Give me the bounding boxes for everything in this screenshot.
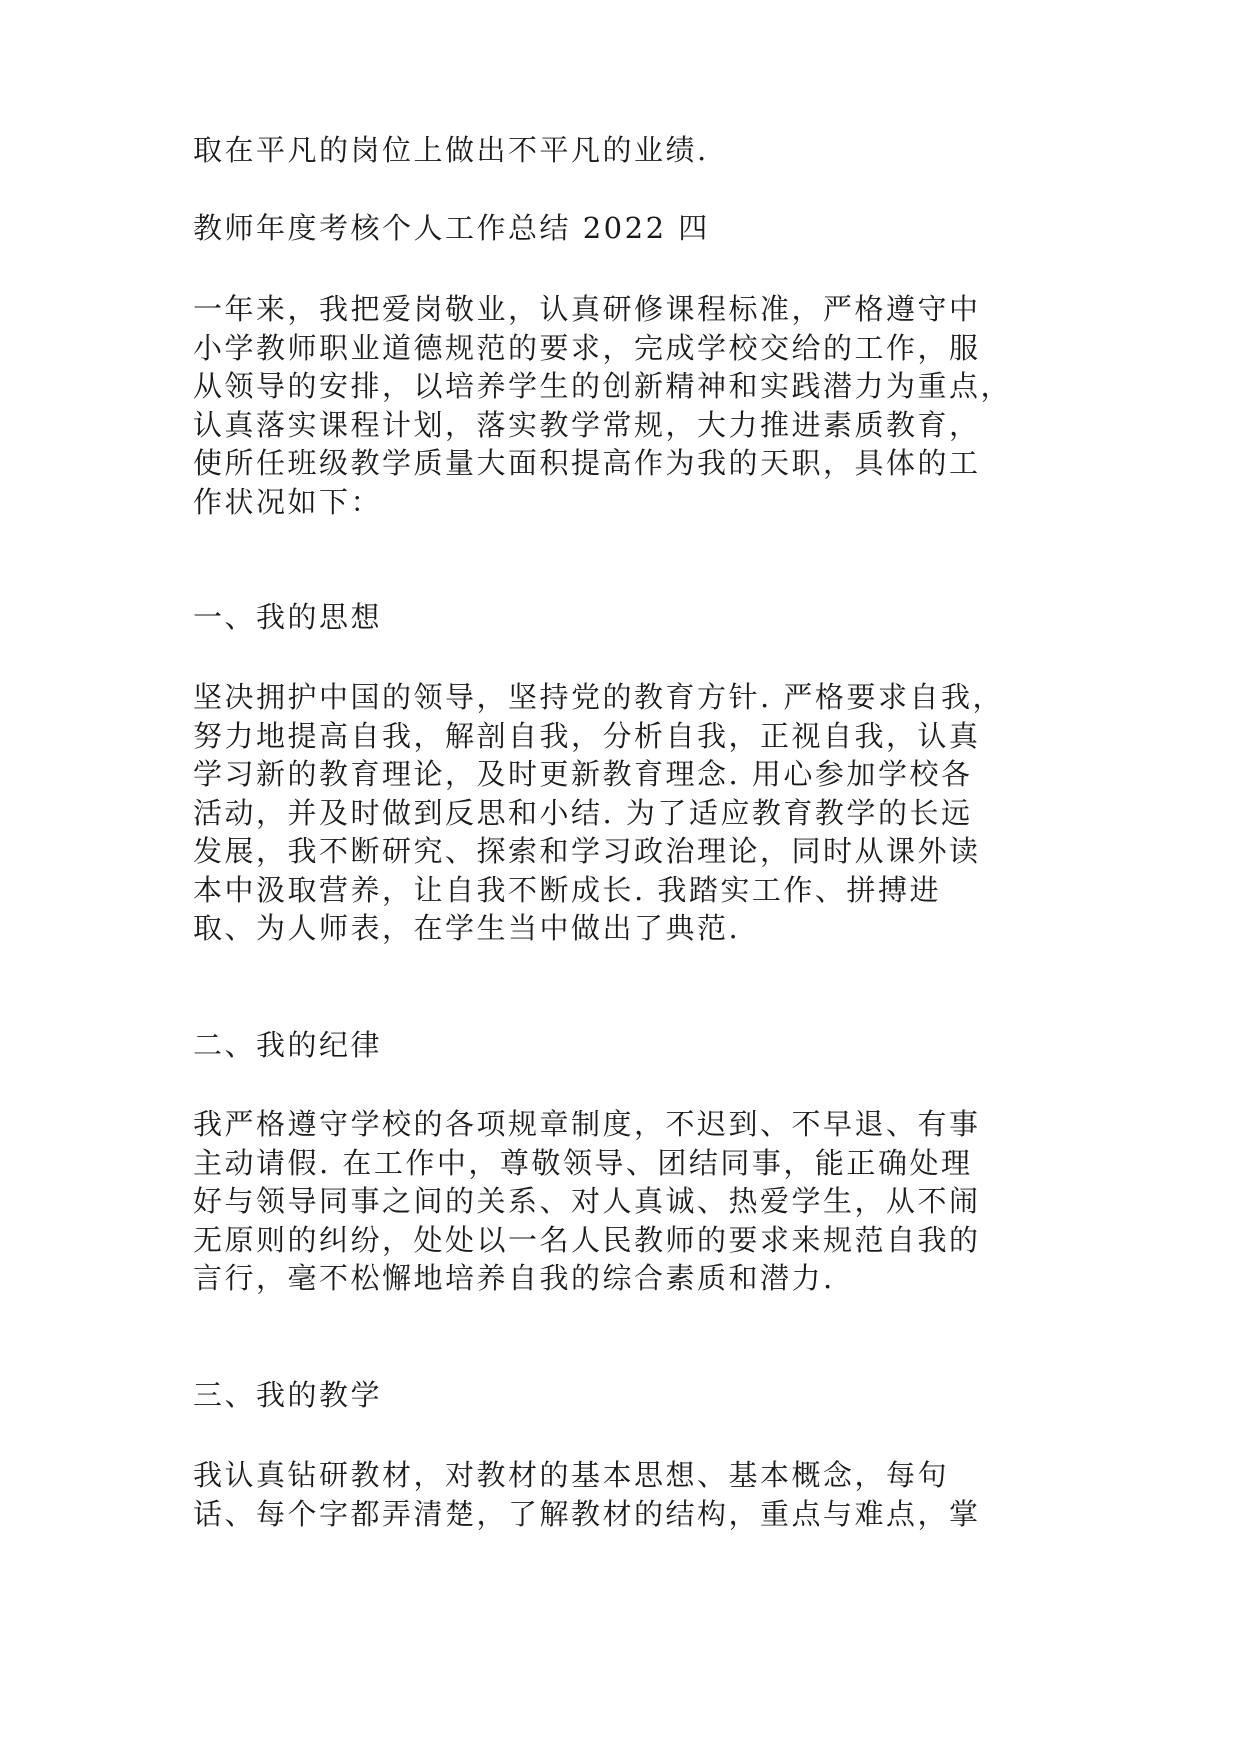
paragraph-continuation [193, 131, 1053, 170]
text-line: 一年来，我把爱岗敬业，认真研修课程标准，严格遵守中 [193, 292, 981, 326]
text-line: 坚决拥护中国的领导，坚持党的教育方针. 严格要求自我， [193, 680, 1004, 714]
text-line: 我认真钻研教材，对教材的基本思想、基本概念，每句 [193, 1458, 950, 1492]
text-line: 活动，并及时做到反思和小结. 为了适应教育教学的长远 [193, 795, 973, 830]
text-line: 无原则的纠纷，处处以一名人民教师的要求来规范自我的 [193, 1222, 981, 1257]
text-line: 本中汲取营养，让自我不断成长. 我踏实工作、拼搏进 [193, 872, 941, 907]
paragraph-discipline [193, 1105, 1053, 1298]
paragraph-teaching [193, 1456, 1053, 1533]
text-line: 好与领导同事之间的关系、对人真诚、热爱学生，从不闹 [193, 1184, 981, 1218]
text-line: 教师年度考核个人工作总结 2022 四 [193, 211, 710, 245]
text-line: 我严格遵守学校的各项规章制度，不迟到、不早退、有事 [193, 1107, 981, 1141]
text-line: 主动请假. 在工作中，尊敬领导、团结同事，能正确处理 [193, 1145, 973, 1180]
heading-thought [193, 598, 1053, 637]
heading-discipline [193, 1026, 1053, 1065]
paragraph-thought [193, 678, 1053, 948]
text-line: 学习新的教育理论，及时更新教育理念. 用心参加学校各 [193, 757, 973, 791]
text-line: 话、每个字都弄清楚，了解教材的结构，重点与难点，掌 [193, 1496, 981, 1531]
text-line: 取在平凡的岗位上做出不平凡的业绩. [193, 133, 709, 167]
heading-teaching [193, 1376, 1053, 1415]
paragraph-intro [193, 290, 1053, 521]
text-line: 从领导的安排，以培养学生的创新精神和实践潜力为重点， [193, 369, 1013, 403]
text-line: 一、我的思想 [193, 600, 383, 634]
text-line: 言行，毫不松懈地培养自我的综合素质和潜力. [193, 1261, 835, 1295]
text-line: 作状况如下： [193, 484, 383, 519]
text-line: 认真落实课程计划，落实教学常规，大力推进素质教育， [193, 407, 981, 442]
text-line: 发展，我不断研究、探索和学习政治理论，同时从课外读 [193, 834, 981, 868]
text-line: 三、我的教学 [193, 1378, 383, 1412]
section-title [193, 209, 1053, 248]
text-line: 取、为人师表，在学生当中做出了典范. [193, 911, 741, 945]
text-line: 使所任班级教学质量大面积提高作为我的天职，具体的工 [193, 446, 981, 480]
text-line: 小学教师职业道德规范的要求，完成学校交给的工作，服 [193, 330, 981, 365]
text-line: 二、我的纪律 [193, 1028, 383, 1062]
text-line: 努力地提高自我，解剖自我，分析自我，正视自我，认真 [193, 718, 981, 753]
